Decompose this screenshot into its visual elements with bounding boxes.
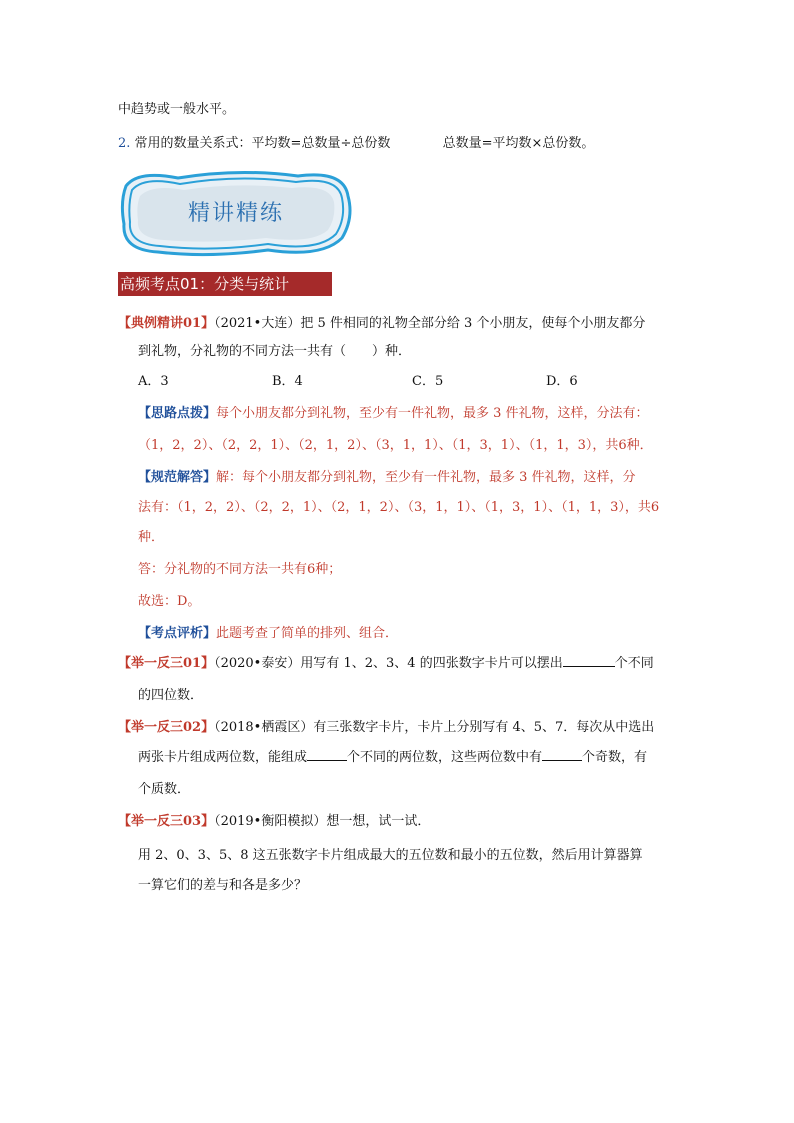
practice-2-line-3: 个质数． xyxy=(138,782,191,797)
hint-tag: 【思路点拨】 xyxy=(138,406,217,421)
answer-blank[interactable] xyxy=(307,760,347,761)
intro-line-2 xyxy=(118,134,594,154)
list-number: 2. xyxy=(118,136,131,151)
formula-tail: 总数量=平均数×总份数。 xyxy=(442,136,595,151)
example-tag: 【典例精讲01】 xyxy=(118,316,215,331)
answer-line-4: 答：分礼物的不同方法一共有6种； xyxy=(138,562,342,577)
practice-3-line-2: 用 2、0、3、5、8 这五张数字卡片组成最大的五位数和最小的五位数，然后用计算器算 xyxy=(138,848,643,863)
practice-2-line-1: 【举一反三02】（2018•栖霞区）有三张数字卡片，卡片上分别写有 4、5、7．每次从中选出 xyxy=(118,720,655,735)
option-a: A．3 xyxy=(138,374,169,389)
practice-3-tag: 【举一反三03】 xyxy=(118,814,215,829)
answer-line-5: 故选：D。 xyxy=(138,594,201,609)
answer-line-2: 法有：（1，2，2）、（2，2，1）、（2，1，2）、（3，1，1）、（1，3，1）、（1，1，3），共6 xyxy=(138,500,660,515)
answer-blank[interactable] xyxy=(563,666,615,667)
practice-1-line-2: 的四位数． xyxy=(138,688,204,703)
practice-3-line-3: 一算它们的差与和各是多少？ xyxy=(138,878,308,893)
formula-text: 常用的数量关系式：平均数=总数量÷总份数 xyxy=(134,136,391,151)
example-source: （2021•大连） xyxy=(214,316,301,331)
intro-line-1: 中趋势或一般水平。 xyxy=(118,102,236,117)
answer-line-1: 【规范解答】解：每个小朋友都分到礼物，至少有一件礼物，最多 3 件礼物，这样，分 xyxy=(138,470,636,485)
topic-heading: 高频考点01：分类与统计 xyxy=(118,272,332,296)
practice-2-line-2: 两张卡片组成两位数，能组成 个不同的两位数，这些两位数中有 个奇数，有 xyxy=(138,750,648,765)
option-d: D．6 xyxy=(546,374,578,389)
example-question-line-2: 到礼物，分礼物的不同方法一共有（ ）种． xyxy=(138,344,412,359)
practice-1-tag: 【举一反三01】 xyxy=(118,656,215,671)
option-b: B．4 xyxy=(272,374,303,389)
banner-title: 精讲精练 xyxy=(187,201,284,226)
answer-tag: 【规范解答】 xyxy=(138,470,217,485)
hint-line-1: 【思路点拨】每个小朋友都分到礼物，至少有一件礼物，最多 3 件礼物，这样，分法有： xyxy=(138,406,649,421)
evaluation-tag: 【考点评析】 xyxy=(138,626,217,641)
evaluation-line: 【考点评析】此题考查了简单的排列、组合． xyxy=(138,626,399,641)
option-c: C．5 xyxy=(412,374,444,389)
practice-3-line-1: 【举一反三03】（2019•衡阳模拟）想一想，试一试． xyxy=(118,814,431,829)
practice-1-line-1: 【举一反三01】（2020•泰安）用写有 1、2、3、4 的四张数字卡片可以摆出 个不同 xyxy=(118,656,654,671)
practice-2-tag: 【举一反三02】 xyxy=(118,720,215,735)
section-banner xyxy=(118,168,354,260)
example-q1: 把 5 件相同的礼物全部分给 3 个小朋友，使每个小朋友都分 xyxy=(300,316,646,331)
answer-line-3: 种． xyxy=(138,530,165,545)
hint-line-2: （1，2，2）、（2，2，1）、（2，1，2）、（3，1，1）、（1，3，1）、（1，1，3），共6种． xyxy=(138,438,653,453)
example-question-line-1 xyxy=(118,314,645,334)
answer-blank[interactable] xyxy=(542,760,582,761)
